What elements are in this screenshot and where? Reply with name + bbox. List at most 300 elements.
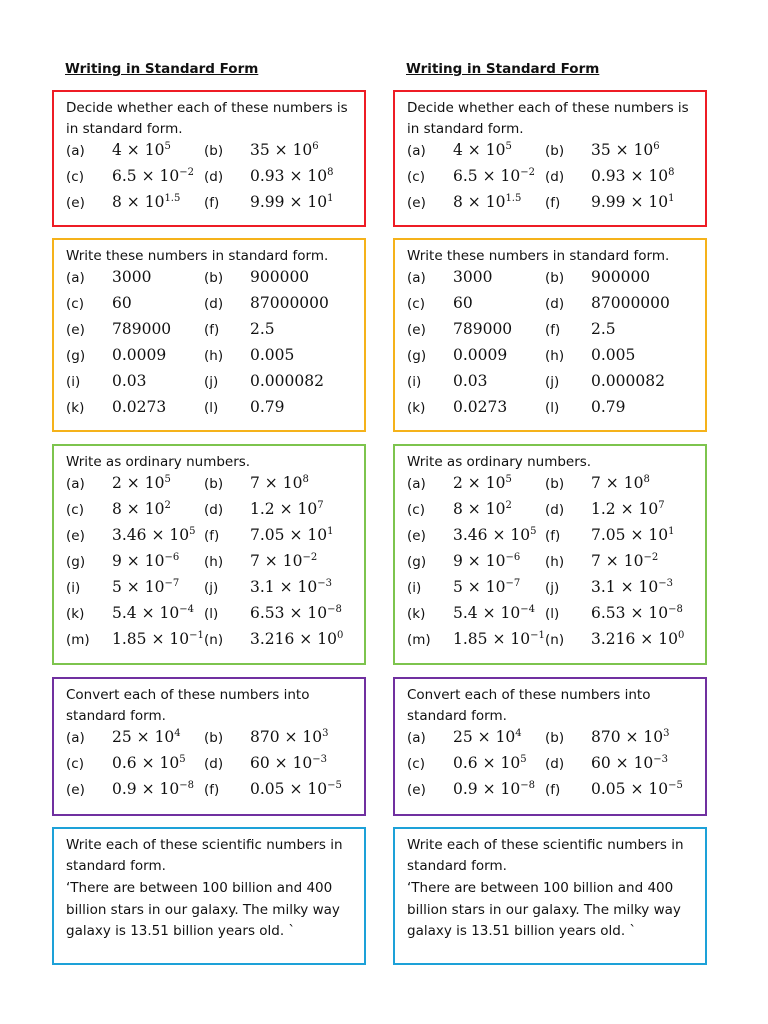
exponent: 1.5 [164,193,181,204]
standard-form-check-box [52,90,366,227]
section-instruction: Decide whether each of these numbers is in standard form. [66,100,348,137]
question-value [453,398,545,416]
question-label: (b) [545,143,565,159]
question-label: (f) [545,322,561,338]
question-label: (b) [545,270,565,286]
question-value [591,754,683,772]
question-value [591,780,683,798]
question-label: (b) [545,476,565,492]
section-instruction: Write as ordinary numbers. [66,454,251,470]
question-label: (c) [66,296,84,312]
question-value [453,167,545,185]
question-label: (f) [204,322,220,338]
question-value [112,630,204,648]
question-value [112,268,204,286]
question-label: (c) [407,502,425,518]
exponent: 5 [505,141,512,152]
question-row [407,372,695,398]
mantissa: 870 × 10 [250,728,323,746]
question-value [453,578,545,596]
question-value [250,167,342,185]
scientific-numbers-box [52,827,366,965]
question-row [407,552,695,578]
write-standard-form-box [393,238,707,432]
question-label: (e) [66,782,85,798]
question-label: (b) [204,730,224,746]
mantissa: 60 × 10 [250,754,313,772]
question-label: (f) [545,528,561,544]
question-value [250,780,342,798]
question-label: (f) [545,782,561,798]
mantissa: 0.9 × 10 [112,780,180,798]
question-value [453,294,545,312]
question-value [453,500,545,518]
exponent: 5 [530,526,537,537]
exponent: −4 [520,604,535,615]
question-label: (l) [545,606,560,622]
question-label: (i) [407,580,422,596]
mantissa: 5 × 10 [112,578,165,596]
question-row [407,630,695,656]
standard-form-check-box [393,90,707,227]
mantissa: 7 × 10 [591,552,644,570]
question-row [66,294,354,320]
exponent: 7 [658,500,665,511]
convert-standard-form-box [52,677,366,816]
number: 2.5 [250,320,275,338]
mantissa: 6.53 × 10 [591,604,669,622]
question-value [453,320,545,338]
exponent: −8 [179,780,194,791]
question-value [591,193,683,211]
question-value [250,141,342,159]
exponent: 4 [515,728,522,739]
question-label: (d) [204,502,224,518]
question-value [112,552,204,570]
section-instruction: Write each of these scientific numbers in standard form. [66,837,343,874]
question-value [112,294,204,312]
question-value [250,754,342,772]
question-value [250,526,342,544]
number: 3000 [112,268,152,286]
section-instruction: Write these numbers in standard form. [66,248,329,264]
ordinary-numbers-box [393,444,707,665]
question-value [453,141,545,159]
question-row [66,474,354,500]
mantissa: 1.85 × 10 [453,630,531,648]
scientific-text: ‘There are between 100 billion and 400 billion stars in our galaxy. The milky way galaxy is 13.51 billion years old. ` [66,880,340,939]
exponent: −8 [327,604,342,615]
question-value [591,552,683,570]
exponent: −8 [520,780,535,791]
section-instruction: Write as ordinary numbers. [407,454,592,470]
question-value [591,578,683,596]
question-value [453,526,545,544]
mantissa: 0.9 × 10 [453,780,521,798]
question-label: (e) [407,528,426,544]
question-value [591,474,683,492]
convert-standard-form-box [393,677,707,816]
exponent: 5 [189,526,196,537]
exponent: 5 [520,754,527,765]
mantissa: 35 × 10 [591,141,654,159]
question-row [66,526,354,552]
mantissa: 3.1 × 10 [250,578,318,596]
question-row [66,500,354,526]
question-label: (f) [204,782,220,798]
question-value [250,398,342,416]
question-label: (a) [407,143,426,159]
exponent: 4 [174,728,181,739]
question-label: (b) [545,730,565,746]
question-value [453,728,545,746]
mantissa: 9 × 10 [112,552,165,570]
mantissa: 0.93 × 10 [250,167,328,185]
question-label: (f) [204,195,220,211]
exponent: 0 [336,630,344,641]
question-row [66,578,354,604]
exponent: −5 [668,780,683,791]
number: 789000 [112,320,172,338]
question-row [407,346,695,372]
number: 0.000082 [591,372,665,390]
mantissa: 1.85 × 10 [112,630,190,648]
exponent: −7 [164,578,180,589]
mantissa: 1.2 × 10 [250,500,318,518]
exponent: −2 [520,167,535,178]
question-value [112,578,204,596]
question-value [250,728,342,746]
exponent: 1 [327,526,334,537]
question-row [66,372,354,398]
exponent: 8 [302,474,309,485]
question-label: (d) [204,756,224,772]
question-value [112,474,204,492]
question-row [66,320,354,346]
question-label: (k) [407,400,426,416]
question-value [591,346,683,364]
question-label: (c) [407,296,425,312]
section-instruction: Convert each of these numbers into standard form. [407,687,651,724]
question-value [250,578,342,596]
question-label: (a) [407,270,426,286]
mantissa: 3.46 × 10 [453,526,531,544]
mantissa: 25 × 10 [453,728,516,746]
mantissa: 7 × 10 [250,552,303,570]
question-label: (g) [407,554,427,570]
mantissa: 6.5 × 10 [453,167,521,185]
number: 87000000 [591,294,670,312]
section-instruction: Convert each of these numbers into standard form. [66,687,310,724]
number: 0.000082 [250,372,324,390]
question-label: (a) [407,730,426,746]
question-label: (n) [204,632,224,648]
exponent: −3 [658,578,673,589]
question-row [407,526,695,552]
question-value [453,604,545,622]
number: 2.5 [591,320,616,338]
question-label: (h) [204,554,224,570]
mantissa: 8 × 10 [453,193,506,211]
question-row [407,500,695,526]
question-row [407,578,695,604]
number: 900000 [250,268,310,286]
question-row [66,346,354,372]
question-row [66,780,354,806]
question-row [407,167,695,193]
number: 789000 [453,320,513,338]
exponent: 8 [327,167,334,178]
question-row [407,294,695,320]
question-value [453,346,545,364]
mantissa: 9.99 × 10 [591,193,669,211]
number: 0.03 [453,372,488,390]
question-row [66,167,354,193]
mantissa: 4 × 10 [453,141,506,159]
question-label: (d) [545,296,565,312]
mantissa: 7.05 × 10 [250,526,328,544]
exponent: 2 [505,500,512,511]
section-instruction: Write each of these scientific numbers in standard form. [407,837,684,874]
mantissa: 0.05 × 10 [250,780,328,798]
mantissa: 25 × 10 [112,728,175,746]
question-row [407,398,695,424]
question-label: (c) [407,169,425,185]
question-row [66,728,354,754]
question-label: (l) [545,400,560,416]
question-row [407,780,695,806]
question-value [453,268,545,286]
exponent: 0 [677,630,685,641]
mantissa: 4 × 10 [112,141,165,159]
question-label: (e) [66,322,85,338]
question-label: (d) [545,502,565,518]
question-value [453,630,545,648]
question-label: (c) [66,502,84,518]
number: 3000 [453,268,493,286]
question-value [453,372,545,390]
mantissa: 5 × 10 [453,578,506,596]
question-value [453,474,545,492]
question-row [407,141,695,167]
number: 0.79 [591,398,626,416]
mantissa: 3.216 × 10 [250,630,337,648]
question-value [250,268,342,286]
mantissa: 5.4 × 10 [112,604,180,622]
question-label: (n) [545,632,565,648]
question-label: (i) [407,374,422,390]
question-row [66,630,354,656]
question-value [112,372,204,390]
mantissa: 0.6 × 10 [453,754,521,772]
mantissa: 9 × 10 [453,552,506,570]
question-label: (j) [545,374,560,390]
question-row [407,320,695,346]
question-row [407,268,695,294]
exponent: −8 [668,604,683,615]
mantissa: 6.53 × 10 [250,604,328,622]
question-label: (g) [407,348,427,364]
exponent: 3 [322,728,329,739]
question-label: (d) [204,169,224,185]
exponent: −2 [302,552,318,563]
question-row [407,474,695,500]
exponent: −3 [312,754,328,765]
question-value [112,780,204,798]
question-label: (b) [204,270,224,286]
ordinary-numbers-box [52,444,366,665]
number: 0.005 [250,346,295,364]
exponent: 1 [668,193,675,204]
question-label: (i) [66,374,81,390]
number: 60 [112,294,132,312]
mantissa: 8 × 10 [112,500,165,518]
question-label: (f) [545,195,561,211]
exponent: −2 [179,167,194,178]
question-value [112,398,204,416]
exponent: −6 [164,552,180,563]
question-value [591,320,683,338]
question-row [66,193,354,219]
question-value [453,193,545,211]
question-value [112,500,204,518]
question-value [591,167,683,185]
exponent: 5 [179,754,186,765]
question-value [112,526,204,544]
question-value [250,372,342,390]
question-label: (h) [204,348,224,364]
question-value [453,754,545,772]
mantissa: 3.46 × 10 [112,526,190,544]
question-label: (j) [204,374,219,390]
question-row [66,604,354,630]
question-label: (k) [66,606,85,622]
mantissa: 6.5 × 10 [112,167,180,185]
question-value [453,552,545,570]
question-row [66,141,354,167]
exponent: −4 [179,604,194,615]
mantissa: 2 × 10 [453,474,506,492]
exponent: 6 [653,141,660,152]
question-label: (j) [204,580,219,596]
mantissa: 7 × 10 [591,474,644,492]
question-label: (a) [407,476,426,492]
question-label: (a) [66,270,85,286]
question-label: (d) [545,756,565,772]
question-value [591,526,683,544]
worksheet-title: Writing in Standard Form [65,61,259,77]
question-row [407,604,695,630]
mantissa: 2 × 10 [112,474,165,492]
write-standard-form-box [52,238,366,432]
question-row [407,193,695,219]
question-value [250,346,342,364]
question-value [112,728,204,746]
exponent: 5 [164,141,171,152]
exponent: −1 [189,630,204,641]
question-label: (f) [204,528,220,544]
mantissa: 5.4 × 10 [453,604,521,622]
mantissa: 0.05 × 10 [591,780,669,798]
question-label: (g) [66,554,86,570]
number: 60 [453,294,473,312]
exponent: 3 [663,728,670,739]
question-label: (k) [66,400,85,416]
exponent: −3 [653,754,669,765]
question-label: (e) [407,322,426,338]
mantissa: 870 × 10 [591,728,664,746]
question-label: (a) [66,143,85,159]
mantissa: 8 × 10 [453,500,506,518]
question-label: (e) [66,195,85,211]
exponent: −5 [327,780,342,791]
question-value [250,500,342,518]
question-value [250,630,342,648]
question-row [66,754,354,780]
question-value [112,320,204,338]
question-label: (l) [204,400,219,416]
question-value [250,474,342,492]
question-label: (d) [204,296,224,312]
mantissa: 7 × 10 [250,474,303,492]
question-label: (i) [66,580,81,596]
question-label: (c) [66,169,84,185]
question-label: (a) [66,476,85,492]
question-value [591,141,683,159]
question-label: (h) [545,554,565,570]
worksheet-title: Writing in Standard Form [406,61,600,77]
question-label: (m) [66,632,90,648]
question-label: (k) [407,606,426,622]
number: 900000 [591,268,651,286]
exponent: 6 [312,141,319,152]
question-value [453,780,545,798]
number: 0.005 [591,346,636,364]
mantissa: 9.99 × 10 [250,193,328,211]
exponent: −3 [317,578,332,589]
question-label: (b) [204,143,224,159]
question-value [250,604,342,622]
exponent: 1 [668,526,675,537]
mantissa: 3.216 × 10 [591,630,678,648]
question-row [66,552,354,578]
question-row [407,728,695,754]
mantissa: 1.2 × 10 [591,500,659,518]
question-value [591,630,683,648]
section-instruction: Decide whether each of these numbers is in standard form. [407,100,689,137]
question-label: (c) [66,756,84,772]
question-value [250,193,342,211]
question-value [250,552,342,570]
question-value [591,372,683,390]
question-value [591,398,683,416]
question-value [591,294,683,312]
question-value [112,604,204,622]
exponent: 5 [164,474,171,485]
section-instruction: Write these numbers in standard form. [407,248,670,264]
number: 0.03 [112,372,147,390]
question-label: (c) [407,756,425,772]
question-label: (b) [204,476,224,492]
mantissa: 8 × 10 [112,193,165,211]
question-label: (m) [407,632,431,648]
question-label: (h) [545,348,565,364]
question-value [591,728,683,746]
number: 0.0273 [453,398,508,416]
number: 0.0009 [453,346,508,364]
question-value [250,320,342,338]
exponent: −2 [643,552,659,563]
